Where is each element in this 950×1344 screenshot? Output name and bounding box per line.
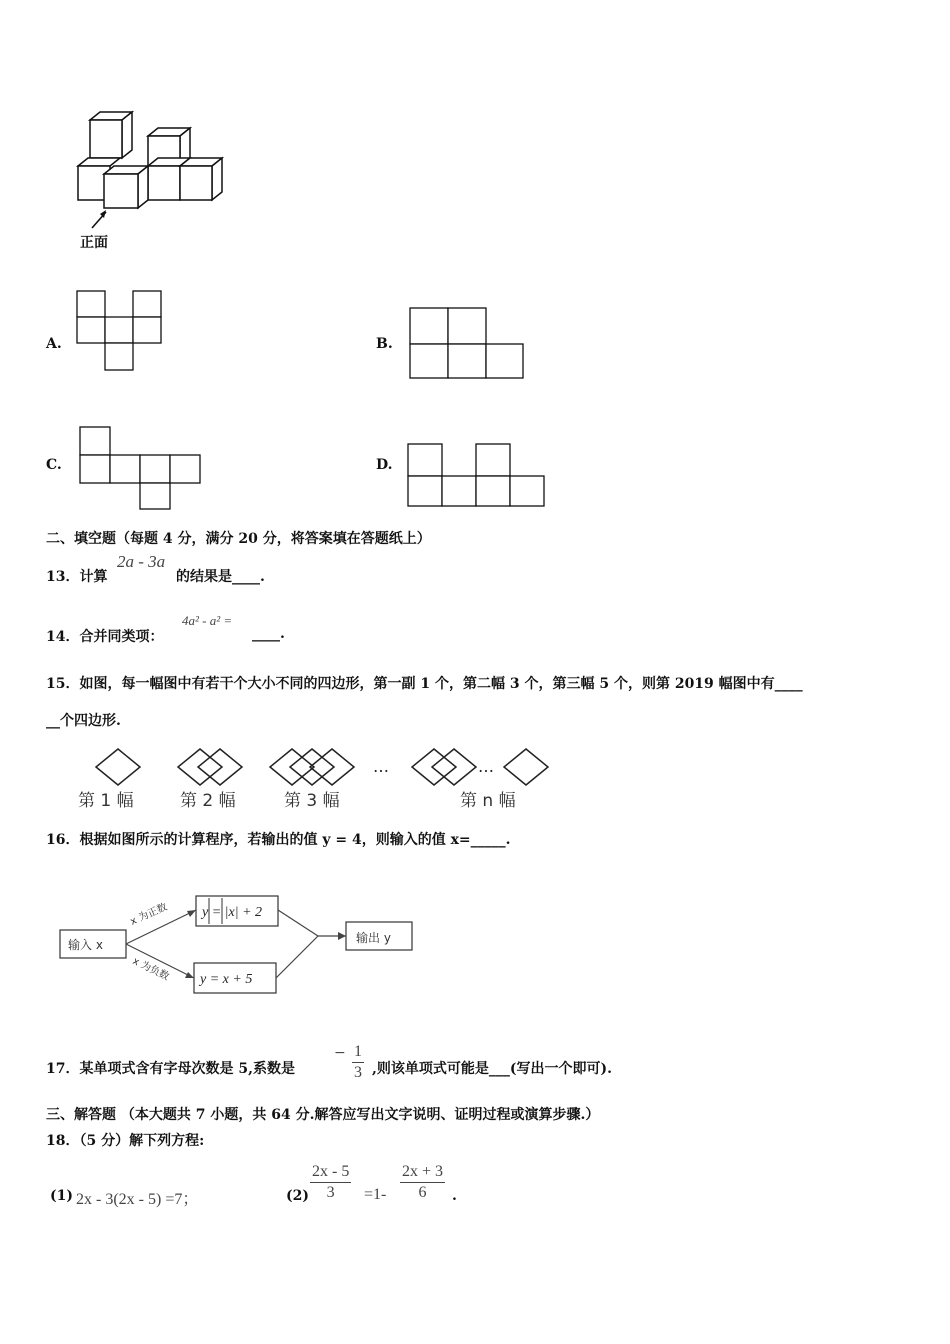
q18-part1-label: (1) [50,1188,73,1204]
q15-ellipsis-1: … [373,757,389,776]
section2-heading: 二、填空题（每题 4 分，满分 20 分，将答案填在答题纸上） [46,531,431,547]
q18-part1-expression: 2x - 3(2x - 5) =7； [76,1191,199,1208]
option-b-figure[interactable] [406,304,528,382]
q18-p2-den2: 6 [418,1184,427,1201]
q18-p2-mid: =1- [364,1186,387,1203]
q18-part2-fraction1 [310,1162,351,1203]
q16-output-box: 输出 y [356,931,391,945]
q16-formula-top: y = |x| + 2 [202,905,263,920]
q18-title: 18．（5 分）解下列方程: [46,1133,205,1149]
option-c-label: C. [46,457,62,473]
q17-den: 3 [354,1064,362,1081]
q15-caption-n: 第 n 幅 [460,791,516,811]
q18-p2-end: . [452,1188,457,1204]
q18-p2-num2: 2x + 3 [400,1162,445,1183]
option-d-label: D. [376,457,393,473]
option-d-figure[interactable] [404,440,548,510]
q14-prefix: 14．合并同类项： [46,629,164,645]
q14-expression: 4a² - a² = [182,613,233,628]
q18-p2-num1: 2x - 5 [310,1162,351,1183]
q16-branch-positive: x 为正数 [128,901,169,928]
option-c-figure[interactable] [76,423,206,513]
q16-input-box: 输入 x [68,938,103,952]
q17-prefix: 17．某单项式含有字母次数是 5,系数是 [46,1061,295,1077]
q18-p2-den1: 3 [326,1184,335,1201]
front-label: 正面 [80,235,108,251]
q15-caption-2: 第 2 幅 [180,791,236,811]
q15-caption-1: 第 1 幅 [78,791,134,811]
q15-ellipsis-2: … [478,757,494,776]
q17-sign: − [334,1045,346,1061]
option-b-label: B. [376,336,393,352]
q13-suffix: 的结果是____. [176,569,265,585]
option-a-label: A. [46,336,62,352]
q16-text: 16．根据如图所示的计算程序，若输出的值 y = 4，则输入的值 x=_____. [46,832,511,848]
q15-caption-3: 第 3 幅 [284,791,340,811]
q13 [46,566,107,586]
q18-part2-fraction2 [400,1162,445,1203]
option-a-figure[interactable] [74,288,166,374]
q16-formula-bottom: y = x + 5 [200,972,253,987]
q16-flowchart [56,888,426,998]
q18-part2-label: (2) [286,1188,309,1204]
q15-line1: 15．如图，每一幅图中有若干个大小不同的四边形，第一副 1 个，第二幅 3 个，第三幅 5 个，则第 2019 幅图中有____ [46,676,803,692]
q14-blank: ____. [252,626,285,642]
section3-heading: 三、解答题 （本大题共 7 小题，共 64 分.解答应写出文字说明、证明过程或演算步骤.） [46,1107,600,1123]
q17-num: 1 [352,1042,364,1063]
q15-line2: __个四边形. [46,713,121,729]
q13-expression: 2a - 3a [117,552,166,571]
q17-fraction [352,1042,364,1083]
q15-rhombus-figure [76,744,556,814]
q13-prefix: 13．计算 [46,569,108,585]
q17-suffix: ,则该单项式可能是___(写出一个即可). [372,1061,612,1077]
q16-branch-negative: x 为负数 [130,955,171,983]
cube-stack-figure [70,108,240,253]
